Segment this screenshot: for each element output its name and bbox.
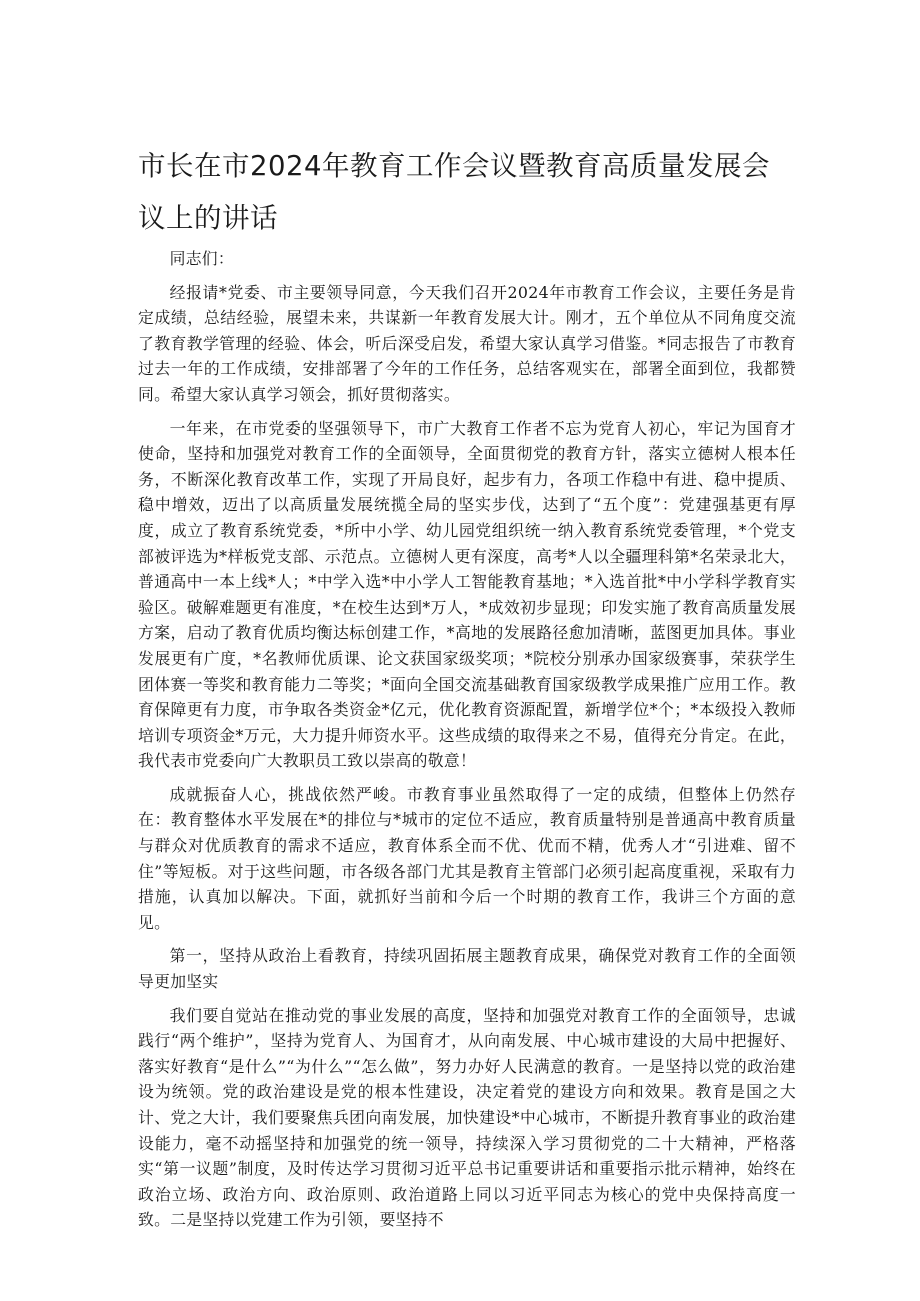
document-title: 市长在市2024年教育工作会议暨教育高质量发展会议上的讲话: [138, 150, 770, 234]
paragraph-first-section: 我们要自觉站在推动党的事业发展的高度，坚持和加强党对教育工作的全面领导，忠诚践行“两个维护”，坚持为党育人、为国育才，从向南发展、中心城市建设的大局中把握好、落实好教育“是什么”“为什么”“怎么做”，努力办好人民满意的教育。一是坚持以党的政治建设为统领。党的政治建设是党的根本性建设，决定着党的建设方向和效果。教育是国之大计、党之大计，我们要聚焦兵团向南发展，加快建设*中心城市，不断提升教育事业的政治建设能力，毫不动摇坚持和加强党的统一领导，持续深入学习贯彻党的二十大精神，严格落实“第一议题”制度，及时传达学习贯彻习近平总书记重要讲话和重要指示批示精神，始终在政治立场、政治方向、政治原则、政治道路上同以习近平同志为核心的党中央保持高度一致。二是坚持以党建工作为引领，要坚持不: [138, 1005, 796, 1230]
salutation: 同志们：: [169, 249, 234, 268]
paragraph-achievements: 一年来，在市党委的坚强领导下，市广大教育工作者不忘为党育人初心，牢记为国育才使命，坚持和加强党对教育工作的全面领导，全面贯彻党的教育方针，落实立德树人根本任务，不断深化教育改革工作，实现了开局良好，起步有力，各项工作稳中有进、稳中提质、稳中增效，迈出了以高质量发展统揽全局的坚实步伐，达到了“五个度”：党建强基更有厚度，成立了教育系统党委，*所中小学、幼儿园党组织统一纳入教育系统党委管理，*个党支部被评选为*样板党支部、示范点。立德树人更有深度，高考*人以全疆理科第*名荣录北大，普通高中一本上线*人；*中学入选*中小学人工智能教育基地；*入选首批*中小学科学教育实验区。破解难题更有准度，*在校生达到*万人，*成效初步显现；印发实施了教育高质量发展方案，启动了教育优质均衡达标创建工作，*高地的发展路径愈加清晰，蓝图更加具体。事业发展更有广度，*名教师优质课、论文获国家级奖项；*院校分别承办国家级赛事，荣获学生团体赛一等奖和教育能力二等奖；*面向全国交流基础教育国家级教学成果推广应用工作。教育保障更有力度，市争取各类资金*亿元，优化教育资源配置，新增学位*个；*本级投入教师培训专项资金*万元，大力提升师资水平。这些成绩的取得来之不易，值得充分肯定。在此，我代表市党委向广大教职员工致以崇高的敬意！: [138, 418, 796, 771]
section-heading-first: 第一，坚持从政治上看教育，持续巩固拓展主题教育成果，确保党对教育工作的全面领导更加坚实: [138, 946, 796, 992]
paragraph-opening: 经报请*党委、市主要领导同意，今天我们召开2024年市教育工作会议，主要任务是肯定成绩，总结经验，展望未来，共谋新一年教育发展大计。刚才，五个单位从不同角度交流了教育教学管理的经验、体会，听后深受启发，希望大家认真学习借鉴。*同志报告了市教育过去一年的工作成绩，安排部署了今年的工作任务，总结客观实在，部署全面到位，我都赞同。希望大家认真学习领会，抓好贯彻落实。: [138, 282, 796, 404]
document-body: [138, 246, 796, 1233]
paragraph-challenges: 成就振奋人心，挑战依然严峻。市教育事业虽然取得了一定的成绩，但整体上仍然存在：教育整体水平发展在*的排位与*城市的定位不适应，教育质量特别是普通高中教育质量与群众对优质教育的需求不适应，教育体系全而不优、优而不精，优秀人才“引进难、留不住”等短板。对于这些问题，市各级各部门尤其是教育主管部门必须引起高度重视，采取有力措施，认真加以解决。下面，就抓好当前和今后一个时期的教育工作，我讲三个方面的意见。: [138, 784, 796, 932]
